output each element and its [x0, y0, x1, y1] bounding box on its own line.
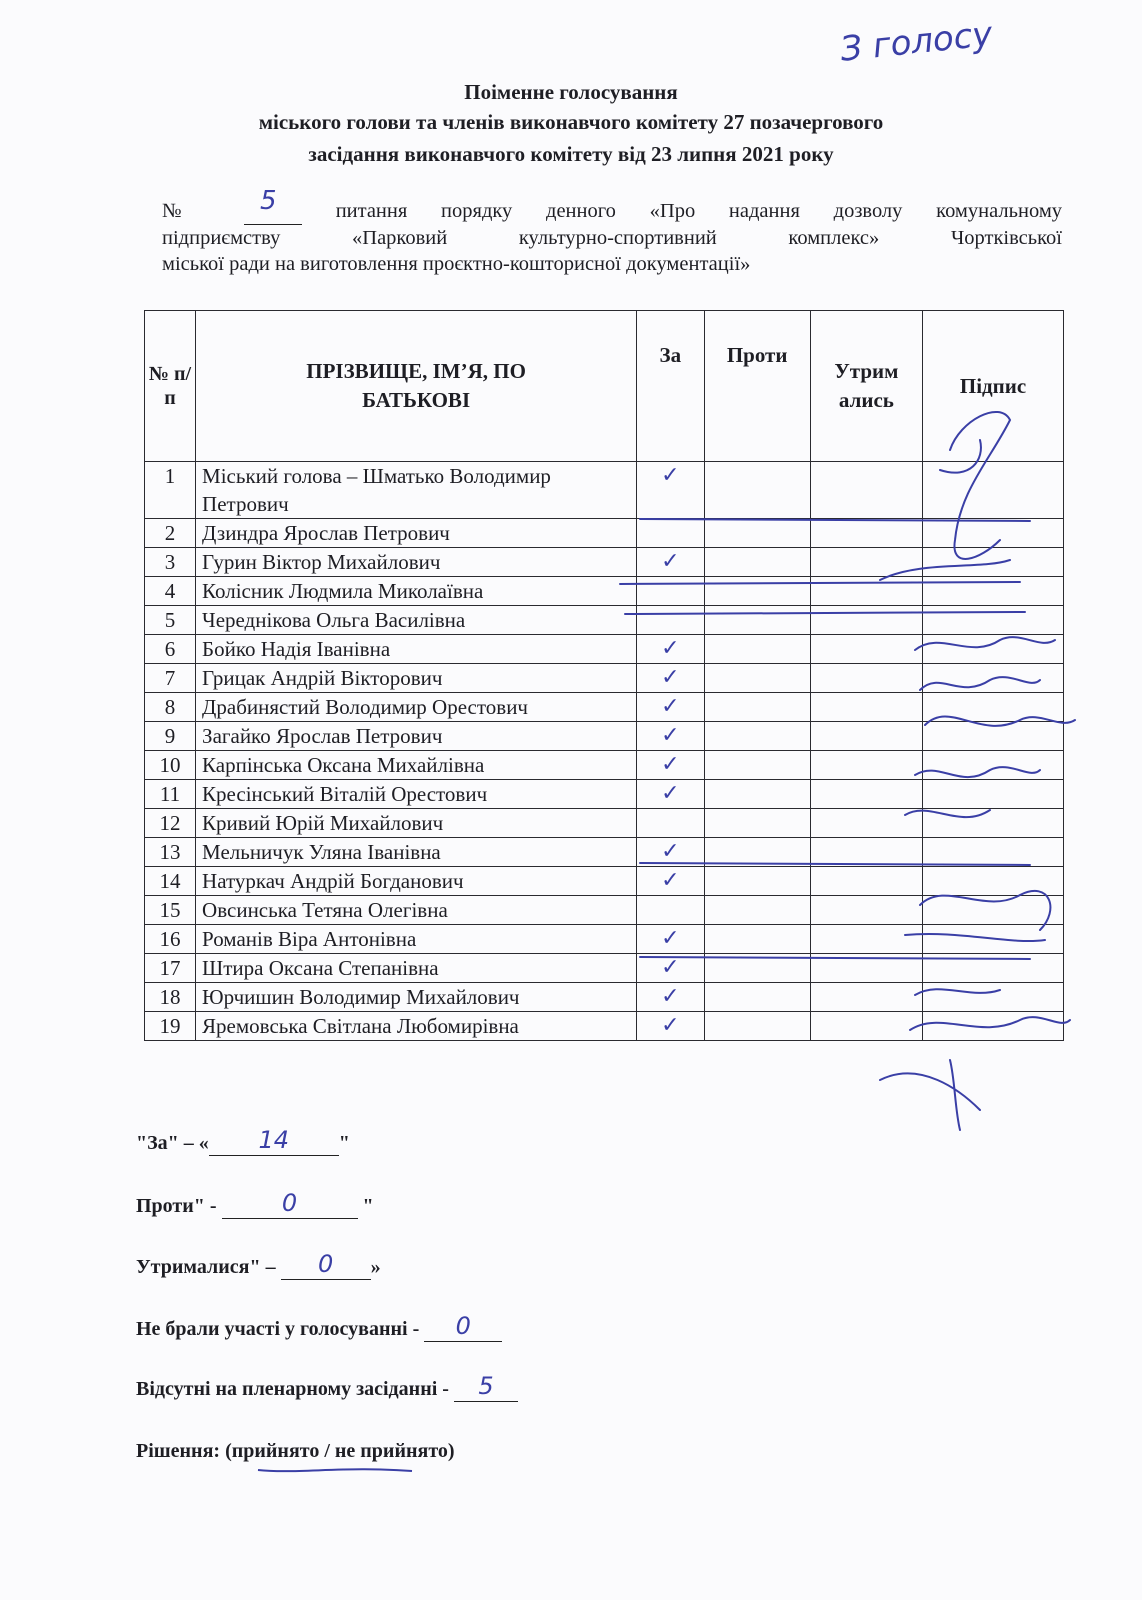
row-name: Кресінський Віталій Орестович	[196, 780, 637, 809]
table-row	[145, 635, 1064, 664]
row-name: Натуркач Андрій Богданович	[196, 867, 637, 896]
summary-for	[136, 1126, 350, 1156]
summary-abstained	[136, 1250, 381, 1280]
summary-absent-value: 5	[478, 1372, 494, 1400]
row-abstained	[810, 867, 922, 896]
row-number: 14	[145, 867, 196, 896]
summary-not-voted	[136, 1312, 502, 1342]
row-signature	[923, 664, 1064, 693]
handwritten-note: З голосу	[838, 14, 995, 70]
check-mark-icon: ✓	[661, 926, 680, 951]
table-row	[145, 693, 1064, 722]
row-against	[704, 751, 810, 780]
table-row	[145, 664, 1064, 693]
header-signature: Підпис	[923, 311, 1064, 462]
check-mark-icon: ✓	[661, 984, 680, 1009]
table-row	[145, 925, 1064, 954]
row-against	[704, 693, 810, 722]
row-for	[637, 548, 704, 577]
row-name: Драбинястий Володимир Орестович	[196, 693, 637, 722]
table-row	[145, 606, 1064, 635]
agenda-line-1: питання порядку денного «Про надання дозволу комунальному	[335, 200, 1063, 222]
row-name: Яремовська Світлана Любомирівна	[196, 1012, 637, 1041]
row-abstained	[810, 635, 922, 664]
row-number: 18	[145, 983, 196, 1012]
row-signature	[923, 780, 1064, 809]
table-row	[145, 780, 1064, 809]
row-name: Овсинська Тетяна Олегівна	[196, 896, 637, 925]
row-signature	[923, 751, 1064, 780]
summary-for-end: "	[338, 1132, 350, 1154]
row-abstained	[810, 462, 922, 519]
row-abstained	[810, 751, 922, 780]
title-line-3: засідання виконавчого комітету від 23 липня 2021 року	[308, 142, 834, 166]
row-signature	[923, 925, 1064, 954]
table-row	[145, 896, 1064, 925]
row-abstained	[810, 664, 922, 693]
row-number: 4	[145, 577, 196, 606]
row-name: Міський голова – Шматько Володимир Петрович	[196, 462, 637, 519]
row-number: 9	[145, 722, 196, 751]
row-abstained	[810, 983, 922, 1012]
row-name: Романів Віра Антонівна	[196, 925, 637, 954]
summary-against	[136, 1189, 374, 1219]
table-row	[145, 519, 1064, 548]
row-signature	[923, 983, 1064, 1012]
row-abstained	[810, 838, 922, 867]
row-against	[704, 635, 810, 664]
row-name: Бойко Надія Іванівна	[196, 635, 637, 664]
row-for	[637, 606, 704, 635]
header-abstained: Утрим ались	[810, 311, 922, 462]
row-abstained	[810, 693, 922, 722]
table-row	[145, 462, 1064, 519]
row-for	[637, 1012, 704, 1041]
row-against	[704, 780, 810, 809]
header-number: № п/п	[145, 311, 196, 462]
row-for	[637, 867, 704, 896]
row-number: 8	[145, 693, 196, 722]
table-row	[145, 577, 1064, 606]
row-for	[637, 983, 704, 1012]
row-for	[637, 838, 704, 867]
summary-against-end: "	[357, 1195, 374, 1217]
row-against	[704, 722, 810, 751]
row-for	[637, 809, 704, 838]
row-name: Загайко Ярослав Петрович	[196, 722, 637, 751]
row-name: Гурин Віктор Михайлович	[196, 548, 637, 577]
table-row	[145, 751, 1064, 780]
check-mark-icon: ✓	[661, 868, 680, 893]
row-name: Дзиндра Ярослав Петрович	[196, 519, 637, 548]
page-title: Поіменне голосування	[464, 80, 678, 104]
row-for	[637, 664, 704, 693]
row-name: Юрчишин Володимир Михайлович	[196, 983, 637, 1012]
table-header-row	[145, 311, 1064, 462]
check-mark-icon: ✓	[661, 665, 680, 690]
agenda-number-field	[244, 186, 302, 225]
row-number: 12	[145, 809, 196, 838]
row-signature	[923, 548, 1064, 577]
row-name: Череднікова Ольга Василівна	[196, 606, 637, 635]
row-for	[637, 722, 704, 751]
row-abstained	[810, 896, 922, 925]
table-row	[145, 1012, 1064, 1041]
row-name: Карпінська Оксана Михайлівна	[196, 751, 637, 780]
row-for	[637, 780, 704, 809]
summary-for-value: 14	[258, 1126, 290, 1154]
row-for	[637, 751, 704, 780]
row-signature	[923, 606, 1064, 635]
summary-absent	[136, 1372, 518, 1402]
check-mark-icon: ✓	[661, 1013, 680, 1038]
row-number: 2	[145, 519, 196, 548]
row-name: Мельничук Уляна Іванівна	[196, 838, 637, 867]
summary-decision: Рішення: (прийнято / не прийнято)	[136, 1440, 455, 1462]
row-name: Штира Оксана Степанівна	[196, 954, 637, 983]
row-against	[704, 809, 810, 838]
header-name: ПРІЗВИЩЕ, ІМ’Я, ПО БАТЬКОВІ	[196, 311, 637, 462]
row-signature	[923, 635, 1064, 664]
row-abstained	[810, 606, 922, 635]
table-row	[145, 867, 1064, 896]
row-signature	[923, 809, 1064, 838]
decision-underline	[256, 1464, 416, 1476]
row-abstained	[810, 519, 922, 548]
summary-abstained-value: 0	[317, 1250, 334, 1278]
row-number: 3	[145, 548, 196, 577]
agenda-text	[162, 186, 1063, 277]
row-abstained	[810, 780, 922, 809]
row-abstained	[810, 925, 922, 954]
row-against	[704, 896, 810, 925]
row-name: Колісник Людмила Миколаївна	[196, 577, 637, 606]
voting-table	[144, 310, 1064, 1041]
summary-abstained-end: »	[370, 1256, 381, 1278]
row-abstained	[810, 722, 922, 751]
row-number: 11	[145, 780, 196, 809]
row-signature	[923, 954, 1064, 983]
row-for	[637, 577, 704, 606]
row-for	[637, 954, 704, 983]
row-against	[704, 462, 810, 519]
row-signature	[923, 867, 1064, 896]
summary-against-label: Проти" -	[136, 1195, 222, 1217]
summary-against-field	[222, 1189, 358, 1219]
table-row	[145, 722, 1064, 751]
row-for	[637, 635, 704, 664]
check-mark-icon: ✓	[661, 463, 680, 488]
agenda-line-3: міської ради на виготовлення проєктно-кошторисної документації»	[162, 253, 751, 275]
row-number: 17	[145, 954, 196, 983]
check-mark-icon: ✓	[661, 723, 680, 748]
table-row	[145, 954, 1064, 983]
row-signature	[923, 693, 1064, 722]
row-number: 15	[145, 896, 196, 925]
table-row	[145, 809, 1064, 838]
row-for	[637, 462, 704, 519]
row-abstained	[810, 1012, 922, 1041]
row-number: 6	[145, 635, 196, 664]
summary-not-voted-value: 0	[455, 1312, 471, 1340]
row-against	[704, 925, 810, 954]
agenda-line-2: підприємству «Парковий культурно-спортивний комплекс» Чортківської	[162, 227, 1062, 249]
agenda-number-value: 5	[259, 186, 277, 216]
header-against: Проти	[704, 311, 810, 462]
agenda-number-prefix: №	[162, 200, 211, 222]
row-against	[704, 664, 810, 693]
summary-not-voted-field	[424, 1312, 502, 1342]
summary-abstained-field	[281, 1250, 371, 1280]
row-against	[704, 519, 810, 548]
table-row	[145, 548, 1064, 577]
table-row	[145, 983, 1064, 1012]
row-name: Кривий Юрій Михайлович	[196, 809, 637, 838]
row-signature	[923, 519, 1064, 548]
row-against	[704, 548, 810, 577]
row-for	[637, 896, 704, 925]
check-mark-icon: ✓	[661, 549, 680, 574]
row-abstained	[810, 577, 922, 606]
row-number: 10	[145, 751, 196, 780]
row-signature	[923, 722, 1064, 751]
check-mark-icon: ✓	[661, 781, 680, 806]
row-number: 13	[145, 838, 196, 867]
row-signature	[923, 1012, 1064, 1041]
check-mark-icon: ✓	[661, 752, 680, 777]
table-row	[145, 838, 1064, 867]
check-mark-icon: ✓	[661, 955, 680, 980]
row-number: 16	[145, 925, 196, 954]
summary-for-field	[209, 1126, 339, 1156]
row-against	[704, 954, 810, 983]
summary-absent-field	[454, 1372, 518, 1402]
check-mark-icon: ✓	[661, 694, 680, 719]
row-for	[637, 925, 704, 954]
row-signature	[923, 462, 1064, 519]
row-abstained	[810, 954, 922, 983]
row-against	[704, 606, 810, 635]
row-for	[637, 693, 704, 722]
summary-absent-label: Відсутні на пленарному засіданні -	[136, 1378, 454, 1400]
summary-abstained-label: Утрималися" –	[136, 1256, 281, 1278]
row-against	[704, 838, 810, 867]
check-mark-icon: ✓	[661, 839, 680, 864]
header-for: За	[637, 311, 704, 462]
row-against	[704, 577, 810, 606]
signature-19	[880, 1060, 980, 1130]
row-against	[704, 1012, 810, 1041]
summary-for-label: "За" – «	[136, 1132, 209, 1154]
row-against	[704, 867, 810, 896]
summary-against-value: 0	[281, 1189, 298, 1217]
row-number: 5	[145, 606, 196, 635]
row-abstained	[810, 809, 922, 838]
row-signature	[923, 896, 1064, 925]
row-signature	[923, 838, 1064, 867]
row-abstained	[810, 548, 922, 577]
row-number: 7	[145, 664, 196, 693]
check-mark-icon: ✓	[661, 636, 680, 661]
row-name: Грицак Андрій Вікторович	[196, 664, 637, 693]
row-signature	[923, 577, 1064, 606]
row-for	[637, 519, 704, 548]
row-number: 1	[145, 462, 196, 519]
summary-not-voted-label: Не брали участі у голосуванні -	[136, 1318, 425, 1340]
row-number: 19	[145, 1012, 196, 1041]
row-against	[704, 983, 810, 1012]
title-line-2: міського голови та членів виконавчого комітету 27 позачергового	[258, 110, 884, 134]
